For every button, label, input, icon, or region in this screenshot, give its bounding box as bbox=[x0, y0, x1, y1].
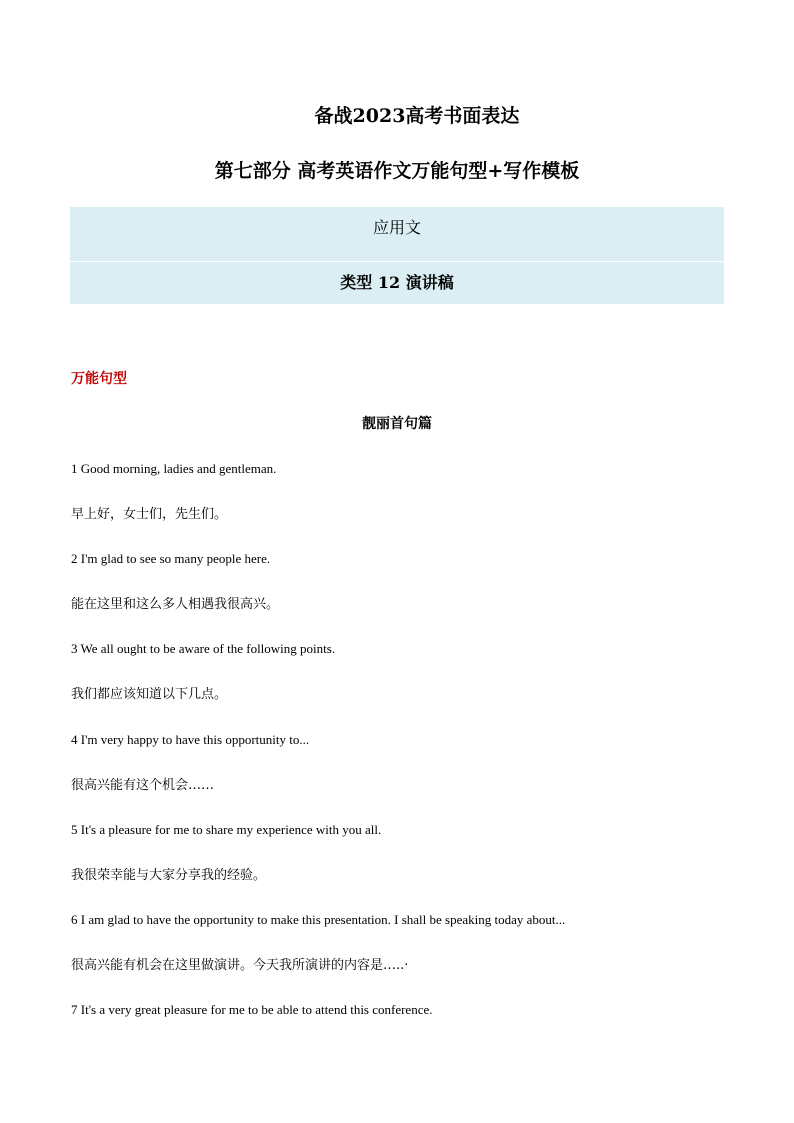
category-label: 应用文 bbox=[372, 218, 421, 237]
sentence-6-chinese: 很高兴能有机会在这里做演讲。今天我所演讲的内容是…..· bbox=[71, 958, 409, 973]
sentence-2-english: 2 I'm glad to see so many people here. bbox=[71, 551, 271, 566]
sentence-3-english: 3 We all ought to be aware of the following points. bbox=[71, 641, 336, 656]
document-title: 备战2023高考书面表达 bbox=[314, 105, 520, 127]
sentence-4-chinese: 很高兴能有这个机会…… bbox=[71, 778, 215, 793]
sentence-7-english: 7 It's a very great pleasure for me to be able to attend this conference. bbox=[71, 1002, 433, 1017]
sentence-1-chinese: 早上好，女士们，先生们。 bbox=[71, 507, 228, 522]
sentence-5-english: 5 It's a pleasure for me to share my experience with you all. bbox=[71, 822, 382, 837]
sentence-1-english: 1 Good morning, ladies and gentleman. bbox=[71, 461, 277, 476]
section-subheading: 靓丽首句篇 bbox=[362, 416, 432, 432]
type-label: 类型 12 演讲稿 bbox=[340, 273, 454, 292]
document-subtitle: 第七部分 高考英语作文万能句型+写作模板 bbox=[214, 160, 580, 182]
category-band-row-2 bbox=[70, 262, 724, 304]
section-heading: 万能句型 bbox=[71, 371, 127, 387]
sentence-5-chinese: 我很荣幸能与大家分享我的经验。 bbox=[71, 868, 267, 883]
sentence-3-chinese: 我们都应该知道以下几点。 bbox=[71, 687, 228, 702]
category-band-row-1 bbox=[70, 207, 724, 261]
sentence-6-english: 6 I am glad to have the opportunity to make this presentation. I shall be speaking today about... bbox=[71, 912, 566, 927]
sentence-2-chinese: 能在这里和这么多人相遇我很高兴。 bbox=[71, 597, 280, 612]
sentence-4-english: 4 I'm very happy to have this opportunity to... bbox=[71, 732, 310, 747]
